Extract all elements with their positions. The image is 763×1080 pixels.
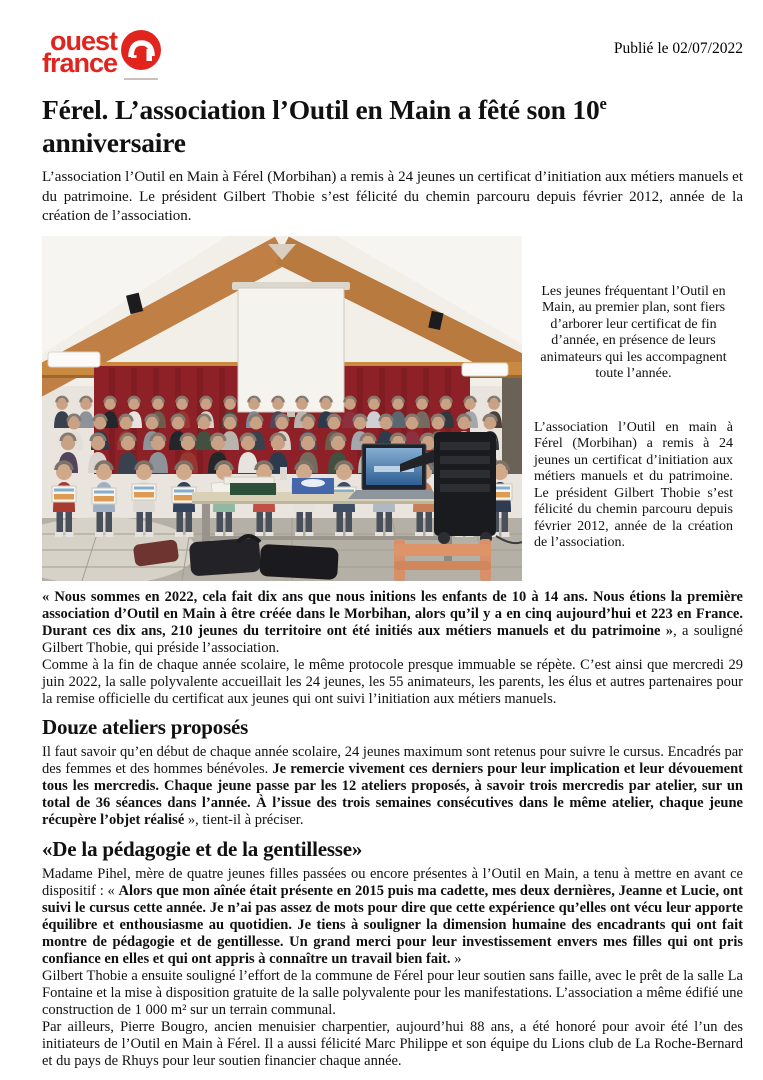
group-photo-illustration (42, 236, 522, 581)
logo-tagline-rule (124, 78, 158, 80)
paragraph-pierre-bougro: Par ailleurs, Pierre Bougro, ancien menuisier charpentier, aujourd’hui 88 ans, a été honoré pour avoir été l’un des initiateurs de l’Outil en Main à Férel. Il a aussi félicité Marc Philippe et son équipe du Lions club de La Roche-Bernard et du pays de Rhuys pour leur soutien financier chaque année. (42, 1018, 743, 1069)
group-photo (42, 236, 522, 581)
photo-caption-top: Les jeunes fréquentant l’Outil en Main, au premier plan, sont fiers d’arborer leur certificat de fin d’année, en présence de leurs animateurs qui les accompagnent toute l’année. (540, 283, 727, 382)
logo-wordmark (42, 26, 118, 79)
pihel-tail-text: » (450, 950, 462, 967)
title-superscript: e (599, 94, 607, 114)
heading-douze-ateliers: Douze ateliers proposés (42, 715, 249, 740)
published-date: Publié le 02/07/2022 (613, 40, 743, 57)
quote-attribution: , a souligné Gilbert Thobie, qui préside l’association. (42, 622, 743, 656)
ouest-france-logo (42, 26, 162, 80)
article-title-rest: anniversaire (42, 126, 186, 158)
photo-laptop (348, 444, 440, 499)
paragraph-soutien-commune: Gilbert Thobie a ensuite souligné l’effort de la commune de Férel pour leur soutien sans faille, avec le prêt de la salle La Fontaine et la mise à disposition gratuite de la salle polyvalente pour les manifestations. L’association a même édifié une construction de 1 000 m² sur un terrain communal. (42, 967, 743, 1018)
ateliers-tail-text: », tient-il à préciser. (184, 812, 304, 829)
article-header (42, 26, 743, 80)
photo-and-captions (42, 236, 743, 581)
article-title (42, 94, 743, 159)
paragraph-temoignage-pihel (42, 866, 743, 968)
photo-caption-column (534, 236, 733, 581)
paragraph-ceremony: Comme à la fin de chaque année scolaire, le même protocole presque immuable se répète. C’est ainsi que mercredi 29 juin 2022, la salle polyvalente accueillait les 24 jeunes, les 55 animateurs, les parents, les élus et autres partenaires pour la remise officielle du certificat aux jeunes qui ont suivi l’initiation aux métiers manuels. (42, 656, 743, 707)
logo-word-ouest: ouest (50, 26, 118, 56)
photo-projection-screen (232, 282, 350, 417)
logo-word-france: france (42, 48, 118, 79)
ateliers-bold-quote: Je remercie vivement ces derniers pour leur implication et leur dévouement tous les mercredis. Chaque jeune passe par les 12 ateliers proposés, à savoir trois mercredis par atelier, sur un total de 36 séances dans l’année. À l’issue des trois semaines consécutives dans le même atelier, chaque jeune récupère l’objet réalisé (42, 761, 743, 829)
quote-bold-text: « Nous sommes en 2022, cela fait dix ans que nous initions les enfants de 10 à 14 ans. Nous étions la première association d’Outil en Main à être créée dans le Morbihan, alors qu’il y a en cinq aujourd’hui et 223 en France. Durant ces dix ans, 210 jeunes du territoire ont été initiés aux métiers manuels et du patrimoine » (42, 588, 743, 639)
pihel-bold-quote: Alors que mon aînée était présente en 2015 puis ma cadette, mes deux dernières, Jeanne et Lucie, ont suivi le cursus cette année. Je n’ai pas assez de mots pour dire que cette expérience qu’elles ont vécu leur apporte équilibre et enthousiasme au quotidien. Je tiens à souligner la dimension humaine des encadrants qui ont fait montre de pédagogie et de gentillesse. Un grand merci pour leur investissement envers mes filles qui ont pris confiance en elles et qui ont appris à connaître un travail bien fait. (42, 883, 743, 967)
logo-circle-icon (120, 29, 162, 71)
pihel-lead-text: Madame Pihel, mère de quatre jeunes filles passées ou encore présentes à l’Outil en Main, a tenu à mettre en avant ce dispositif : « (42, 866, 743, 900)
ateliers-lead-text: Il faut savoir qu’en début de chaque année scolaire, 24 jeunes maximum sont retenus pour suivre le cursus. Encadrés par des femmes et des hommes bénévoles. (42, 744, 743, 778)
article-body (42, 589, 743, 1070)
heading-pedagogie: «De la pédagogie et de la gentillesse» (42, 837, 363, 862)
article-title-text: Férel. L’association l’Outil en Main a fêté son 10 (42, 94, 600, 126)
lead-paragraph: L’association l’Outil en Main à Férel (Morbihan) a remis à 24 jeunes un certificat d’initiation aux métiers manuels et du patrimoine. Le président Gilbert Thobie s’est félicité du chemin parcouru depuis février 2012, année de la création de l’association. (42, 169, 743, 225)
photo-caption-bottom: L’association l’Outil en main à Férel (Morbihan) a remis à 24 jeunes un certificat d’initiation aux métiers manuels et du patrimoine. Le président Gilbert Thobie s’est félicité du chemin parcouru depuis février 2012, année de la création de l’association. (534, 419, 733, 551)
paragraph-quote-gilbert (42, 589, 743, 657)
paragraph-ateliers (42, 744, 743, 829)
